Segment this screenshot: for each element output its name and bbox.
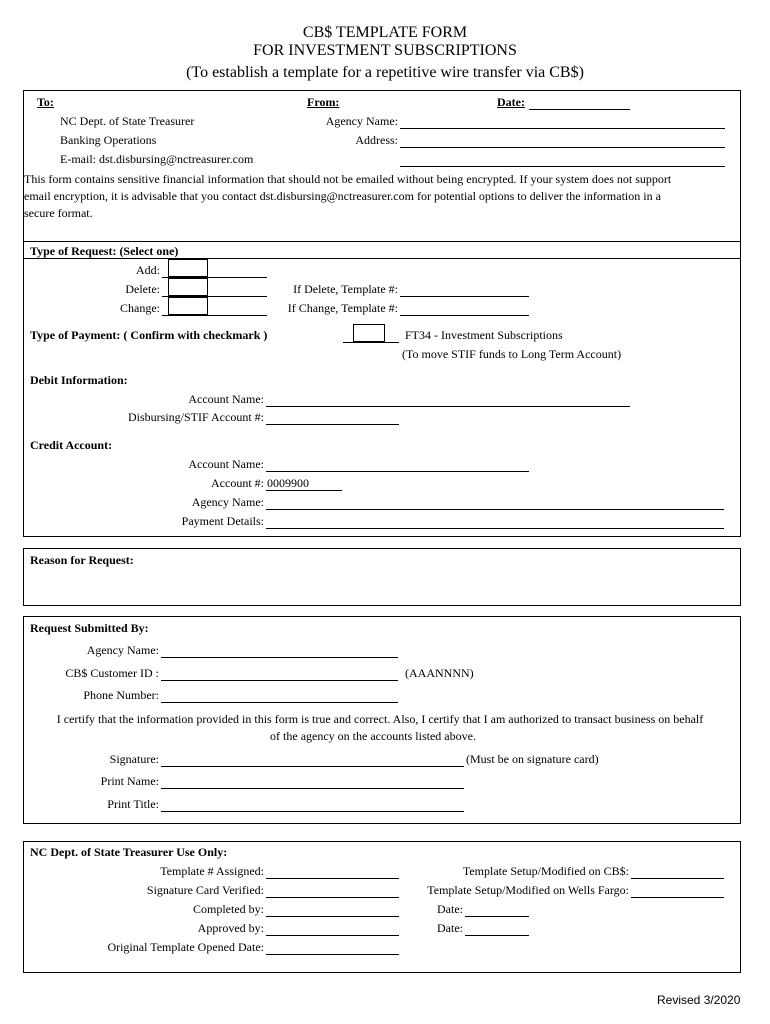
to-line-3: E-mail: dst.disbursing@nctreasurer.com [60,152,254,166]
notice-line-2: email encryption, it is advisable that you contact dst.disbursing@nctreasurer.com for potential options to deliver the information in a [24,189,661,203]
phone-number-input[interactable] [161,702,398,703]
signature-input[interactable] [161,766,464,767]
ft34-checkbox[interactable] [353,324,385,342]
from-label: From: [307,95,340,109]
submitted-agency-name-label: Agency Name: [86,643,159,657]
submitted-by-label: Request Submitted By: [30,621,149,635]
credit-agency-name-label: Agency Name: [191,495,264,509]
setup-wells-fargo-input[interactable] [631,897,724,898]
change-input-line [162,315,267,316]
office-date-1-label: Date: [437,902,463,916]
completed-by-label: Completed by: [193,902,264,916]
template-assigned-input[interactable] [266,878,399,879]
credit-account-label: Credit Account: [30,438,113,452]
office-date-2-input[interactable] [465,935,529,936]
completed-by-input[interactable] [266,916,399,917]
form-subtitle: (To establish a template for a repetitive wire transfer via CB$) [186,64,584,81]
print-name-label: Print Name: [100,774,159,788]
customer-id-label: CB$ Customer ID : [65,666,159,680]
ft34-note: (To move STIF funds to Long Term Account) [402,347,622,361]
form-title-line1: CB$ TEMPLATE FORM [302,24,468,41]
credit-account-number-label: Account #: [211,476,264,490]
debit-account-name-label: Account Name: [188,392,264,406]
to-label: To: [37,95,54,109]
if-delete-label: If Delete, Template #: [293,282,398,296]
phone-number-label: Phone Number: [83,688,159,702]
reason-label: Reason for Request: [30,553,134,567]
agency-name-label: Agency Name: [325,114,398,128]
change-label: Change: [120,301,160,315]
credit-account-name-input[interactable] [266,471,529,472]
setup-cbs-label: Template Setup/Modified on CB$: [462,864,629,878]
date-label: Date: [497,95,525,109]
signature-note: (Must be on signature card) [466,752,599,766]
notice-line-3: secure format. [24,206,93,220]
payment-details-label: Payment Details: [181,514,264,528]
ft34-checkbox-underline [343,342,399,343]
credit-agency-name-input[interactable] [266,509,724,510]
certify-line-1: I certify that the information provided in this form is true and correct. Also, I certify that I am authorized to transact business on behalf [56,712,704,726]
revised-date: Revised 3/2020 [657,993,741,1007]
submitted-agency-name-input[interactable] [161,657,398,658]
debit-account-name-input[interactable] [266,406,630,407]
date-input-line[interactable] [529,109,630,110]
office-date-1-input[interactable] [465,916,529,917]
setup-wells-fargo-label: Template Setup/Modified on Wells Fargo: [427,883,629,897]
if-change-template-input[interactable] [400,315,529,316]
setup-cbs-input[interactable] [631,878,724,879]
if-delete-template-input[interactable] [400,296,529,297]
agency-name-input-line[interactable] [400,128,725,129]
type-of-request-label: Type of Request: (Select one) [30,244,179,258]
approved-by-label: Approved by: [197,921,264,935]
office-date-2-label: Date: [437,921,463,935]
add-checkbox[interactable] [168,259,208,277]
debit-information-label: Debit Information: [30,373,128,387]
credit-account-number-input[interactable] [266,490,342,491]
signature-card-verified-label: Signature Card Verified: [146,883,264,897]
add-label: Add: [136,263,160,277]
to-line-2: Banking Operations [60,133,157,147]
delete-checkbox[interactable] [168,278,208,296]
office-use-label: NC Dept. of State Treasurer Use Only: [30,845,228,859]
print-title-input[interactable] [161,811,464,812]
credit-account-name-label: Account Name: [188,457,264,471]
ft34-label: FT34 - Investment Subscriptions [405,328,563,342]
notice-line-1: This form contains sensitive financial information that should not be emailed without being encrypted. If your system does not support [24,172,672,186]
address-input-line-2[interactable] [400,166,725,167]
signature-label: Signature: [109,752,159,766]
if-change-label: If Change, Template #: [287,301,398,315]
print-title-label: Print Title: [107,797,159,811]
customer-id-format: (AAANNNN) [405,666,474,680]
delete-label: Delete: [125,282,160,296]
debit-account-number-label: Disbursing/STIF Account #: [127,410,264,424]
approved-by-input[interactable] [266,935,399,936]
certify-line-2: of the agency on the accounts listed above. [270,729,476,743]
credit-account-number-value: 0009900 [267,476,309,490]
original-template-opened-date-input[interactable] [266,954,399,955]
address-input-line-1[interactable] [400,147,725,148]
address-label: Address: [355,133,398,147]
type-of-payment-label: Type of Payment: ( Confirm with checkmark ) [30,328,268,342]
original-template-opened-date-label: Original Template Opened Date: [107,940,264,954]
payment-details-input[interactable] [266,528,724,529]
change-checkbox[interactable] [168,297,208,315]
template-assigned-label: Template # Assigned: [160,864,264,878]
customer-id-input[interactable] [161,680,398,681]
debit-account-number-input[interactable] [266,424,399,425]
to-line-1: NC Dept. of State Treasurer [60,114,195,128]
form-title-line2: FOR INVESTMENT SUBSCRIPTIONS [253,42,517,59]
print-name-input[interactable] [161,788,464,789]
signature-card-verified-input[interactable] [266,897,399,898]
